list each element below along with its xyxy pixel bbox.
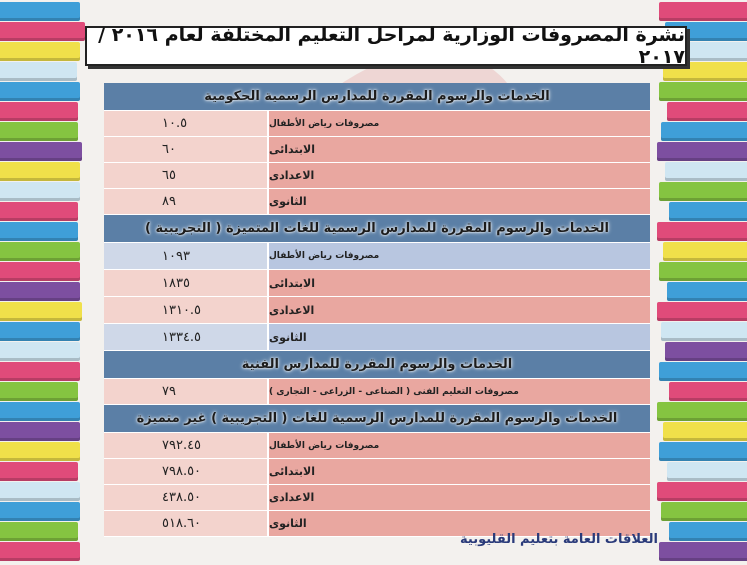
book-stack-right [655, 0, 747, 565]
section-heading-text: الخدمات والرسوم المقررة للمدارس الرسمية الحكومية [204, 89, 550, 104]
section-heading-text: الخدمات والرسوم المقررة للمدارس الرسمية للغات ( التجريبية ) غير متميزة [136, 411, 618, 426]
stage-label: الابتدائى [269, 459, 650, 484]
table-row [104, 297, 650, 324]
section-heading [104, 83, 650, 111]
fee-value: ١٣٣٤.٥ [104, 324, 269, 350]
fee-value: ١٨٣٥ [104, 270, 269, 296]
stage-label: مصروفات رياض الأطفال [269, 243, 650, 269]
fee-value: ٧٩ [104, 379, 269, 404]
fee-value: ٦٥ [104, 163, 269, 188]
fee-value: ٦٠ [104, 137, 269, 162]
table-row [104, 189, 650, 215]
fees-table [104, 83, 650, 531]
section-heading-text: الخدمات والرسوم المقررة للمدارس الفنية [241, 357, 513, 372]
table-row [104, 379, 650, 405]
stage-label: مصروفات رياض الأطفال [269, 433, 650, 458]
page-title [85, 26, 687, 66]
stage-label: الابتدائى [269, 270, 650, 296]
fee-value: ٧٩٨.٥٠ [104, 459, 269, 484]
table-row [104, 243, 650, 270]
table-row [104, 324, 650, 351]
stage-label: الاعدادى [269, 163, 650, 188]
stage-label: الابتدائى [269, 137, 650, 162]
fee-value: ٧٩٢.٤٥ [104, 433, 269, 458]
section-heading [104, 215, 650, 243]
table-row [104, 485, 650, 511]
table-row [104, 433, 650, 459]
section-heading [104, 351, 650, 379]
stage-label: الاعدادى [269, 485, 650, 510]
fee-value: ٥١٨.٦٠ [104, 511, 269, 536]
stage-label: الثانوى [269, 324, 650, 350]
stage-label: الثانوى [269, 189, 650, 214]
section-heading [104, 405, 650, 433]
fee-value: ٨٩ [104, 189, 269, 214]
fee-value: ١٠.٥ [104, 111, 269, 136]
footer-credit: العلاقات العامة بتعليم القليوبية [460, 532, 658, 547]
stage-label: مصروفات التعليم الفنى ( الصناعى - الزراعى - التجارى ) [269, 379, 650, 404]
page-title-text: نشرة المصروفات الوزارية لمراحل التعليم المختلفة لعام ٢٠١٦ / ٢٠١٧ [98, 24, 685, 68]
fee-value: ٤٣٨.٥٠ [104, 485, 269, 510]
table-row [104, 163, 650, 189]
fee-value: ١٠٩٣ [104, 243, 269, 269]
table-row [104, 111, 650, 137]
fee-value: ١٣١٠.٥ [104, 297, 269, 323]
stage-label: الثانوى [269, 511, 650, 536]
table-row [104, 270, 650, 297]
section-heading-text: الخدمات والرسوم المقررة للمدارس الرسمية للغات المتميزة ( التجريبية ) [145, 221, 609, 236]
stage-label: مصروفات رياض الأطفال [269, 111, 650, 136]
book-stack-left [0, 0, 92, 565]
table-row [104, 137, 650, 163]
stage-label: الاعدادى [269, 297, 650, 323]
table-row [104, 459, 650, 485]
